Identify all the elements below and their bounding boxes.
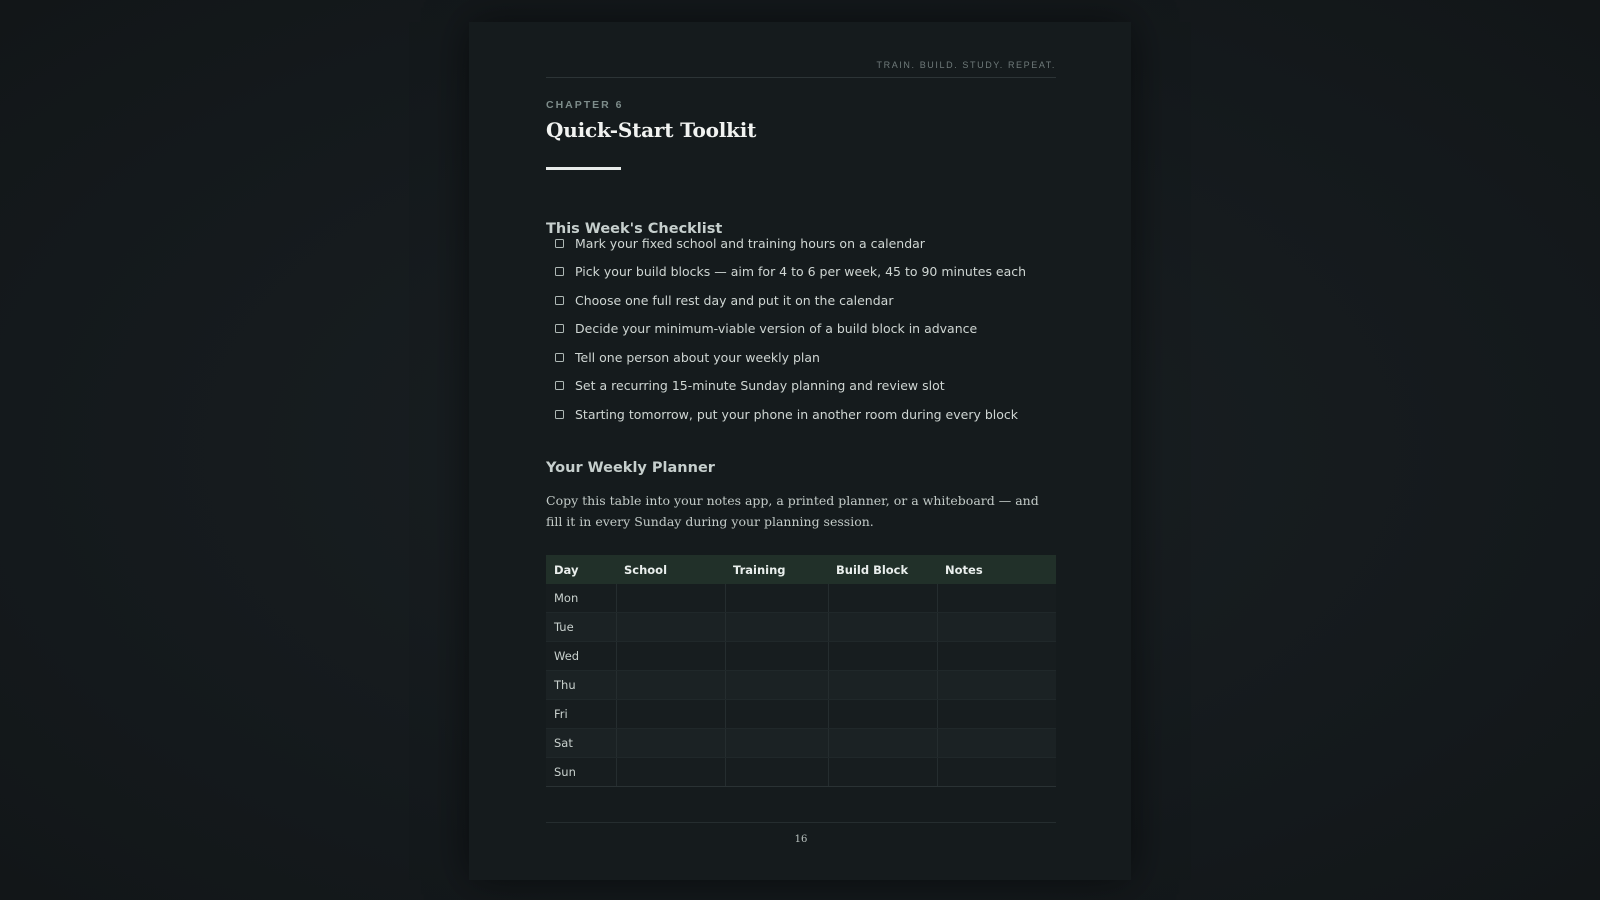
checkbox-icon[interactable] bbox=[555, 267, 564, 276]
checklist-item-text: Starting tomorrow, put your phone in another room during every block bbox=[575, 406, 1019, 422]
school-cell[interactable] bbox=[616, 671, 725, 700]
training-cell[interactable] bbox=[725, 729, 828, 758]
table-row bbox=[546, 584, 1056, 613]
table-header-row bbox=[546, 555, 1056, 584]
table-row bbox=[546, 700, 1056, 729]
table-row bbox=[546, 729, 1056, 758]
checkbox-icon[interactable] bbox=[555, 381, 564, 390]
notes-cell[interactable] bbox=[937, 642, 1056, 671]
school-cell[interactable] bbox=[616, 584, 725, 613]
school-cell[interactable] bbox=[616, 613, 725, 642]
checklist-item-text: Choose one full rest day and put it on the calendar bbox=[575, 292, 894, 308]
column-header-training: Training bbox=[725, 555, 828, 584]
checkbox-icon[interactable] bbox=[555, 296, 564, 305]
checklist bbox=[555, 229, 1026, 429]
notes-cell[interactable] bbox=[937, 729, 1056, 758]
page-title: Quick-Start Toolkit bbox=[546, 118, 757, 142]
checklist-item bbox=[555, 400, 1026, 429]
school-cell[interactable] bbox=[616, 729, 725, 758]
notes-cell[interactable] bbox=[937, 758, 1056, 787]
build-block-cell[interactable] bbox=[828, 671, 937, 700]
planner-intro: Copy this table into your notes app, a printed planner, or a whiteboard — and fill it in every Sunday during your planning session. bbox=[546, 493, 1039, 529]
build-block-cell[interactable] bbox=[828, 700, 937, 729]
day-cell: Thu bbox=[546, 671, 616, 700]
checklist-item bbox=[555, 372, 1026, 401]
table-row bbox=[546, 671, 1056, 700]
running-head: TRAIN. BUILD. STUDY. REPEAT. bbox=[876, 60, 1056, 70]
training-cell[interactable] bbox=[725, 671, 828, 700]
checklist-heading: This Week's Checklist bbox=[546, 221, 723, 237]
school-cell[interactable] bbox=[616, 700, 725, 729]
table-row bbox=[546, 758, 1056, 787]
notes-cell[interactable] bbox=[937, 584, 1056, 613]
training-cell[interactable] bbox=[725, 642, 828, 671]
checklist-item-text: Pick your build blocks — aim for 4 to 6 per week, 45 to 90 minutes each bbox=[575, 264, 1027, 280]
day-cell: Sat bbox=[546, 729, 616, 758]
checklist-item-text: Set a recurring 15-minute Sunday planning and review slot bbox=[575, 378, 945, 394]
training-cell[interactable] bbox=[725, 584, 828, 613]
header-divider bbox=[546, 77, 1056, 78]
planner-heading: Your Weekly Planner bbox=[546, 460, 715, 476]
table-row bbox=[546, 613, 1056, 642]
training-cell[interactable] bbox=[725, 758, 828, 787]
notes-cell[interactable] bbox=[937, 613, 1056, 642]
column-header-day: Day bbox=[546, 555, 616, 584]
day-cell: Tue bbox=[546, 613, 616, 642]
weekly-planner-table bbox=[546, 555, 1056, 787]
book-page bbox=[469, 22, 1131, 880]
training-cell[interactable] bbox=[725, 613, 828, 642]
notes-cell[interactable] bbox=[937, 671, 1056, 700]
checklist-item bbox=[555, 315, 1026, 344]
build-block-cell[interactable] bbox=[828, 613, 937, 642]
build-block-cell[interactable] bbox=[828, 584, 937, 613]
school-cell[interactable] bbox=[616, 642, 725, 671]
column-header-school: School bbox=[616, 555, 725, 584]
day-cell: Sun bbox=[546, 758, 616, 787]
page-number: 16 bbox=[794, 834, 808, 845]
day-cell: Wed bbox=[546, 642, 616, 671]
build-block-cell[interactable] bbox=[828, 758, 937, 787]
checkbox-icon[interactable] bbox=[555, 239, 564, 248]
checklist-item-text: Mark your fixed school and training hours on a calendar bbox=[575, 235, 925, 251]
checklist-item bbox=[555, 229, 1026, 258]
school-cell[interactable] bbox=[616, 758, 725, 787]
checkbox-icon[interactable] bbox=[555, 324, 564, 333]
checklist-item bbox=[555, 286, 1026, 315]
training-cell[interactable] bbox=[725, 700, 828, 729]
build-block-cell[interactable] bbox=[828, 729, 937, 758]
checklist-item-text: Tell one person about your weekly plan bbox=[575, 349, 820, 365]
checklist-item bbox=[555, 258, 1026, 287]
day-cell: Mon bbox=[546, 584, 616, 613]
checklist-item-text: Decide your minimum-viable version of a build block in advance bbox=[575, 321, 978, 337]
column-header-notes: Notes bbox=[937, 555, 1056, 584]
title-underline bbox=[546, 167, 621, 170]
column-header-build-block: Build Block bbox=[828, 555, 937, 584]
build-block-cell[interactable] bbox=[828, 642, 937, 671]
checklist-item bbox=[555, 343, 1026, 372]
table-row bbox=[546, 642, 1056, 671]
checkbox-icon[interactable] bbox=[555, 353, 564, 362]
checkbox-icon[interactable] bbox=[555, 410, 564, 419]
notes-cell[interactable] bbox=[937, 700, 1056, 729]
day-cell: Fri bbox=[546, 700, 616, 729]
chapter-label: CHAPTER 6 bbox=[546, 99, 624, 111]
footer-divider bbox=[546, 822, 1056, 823]
